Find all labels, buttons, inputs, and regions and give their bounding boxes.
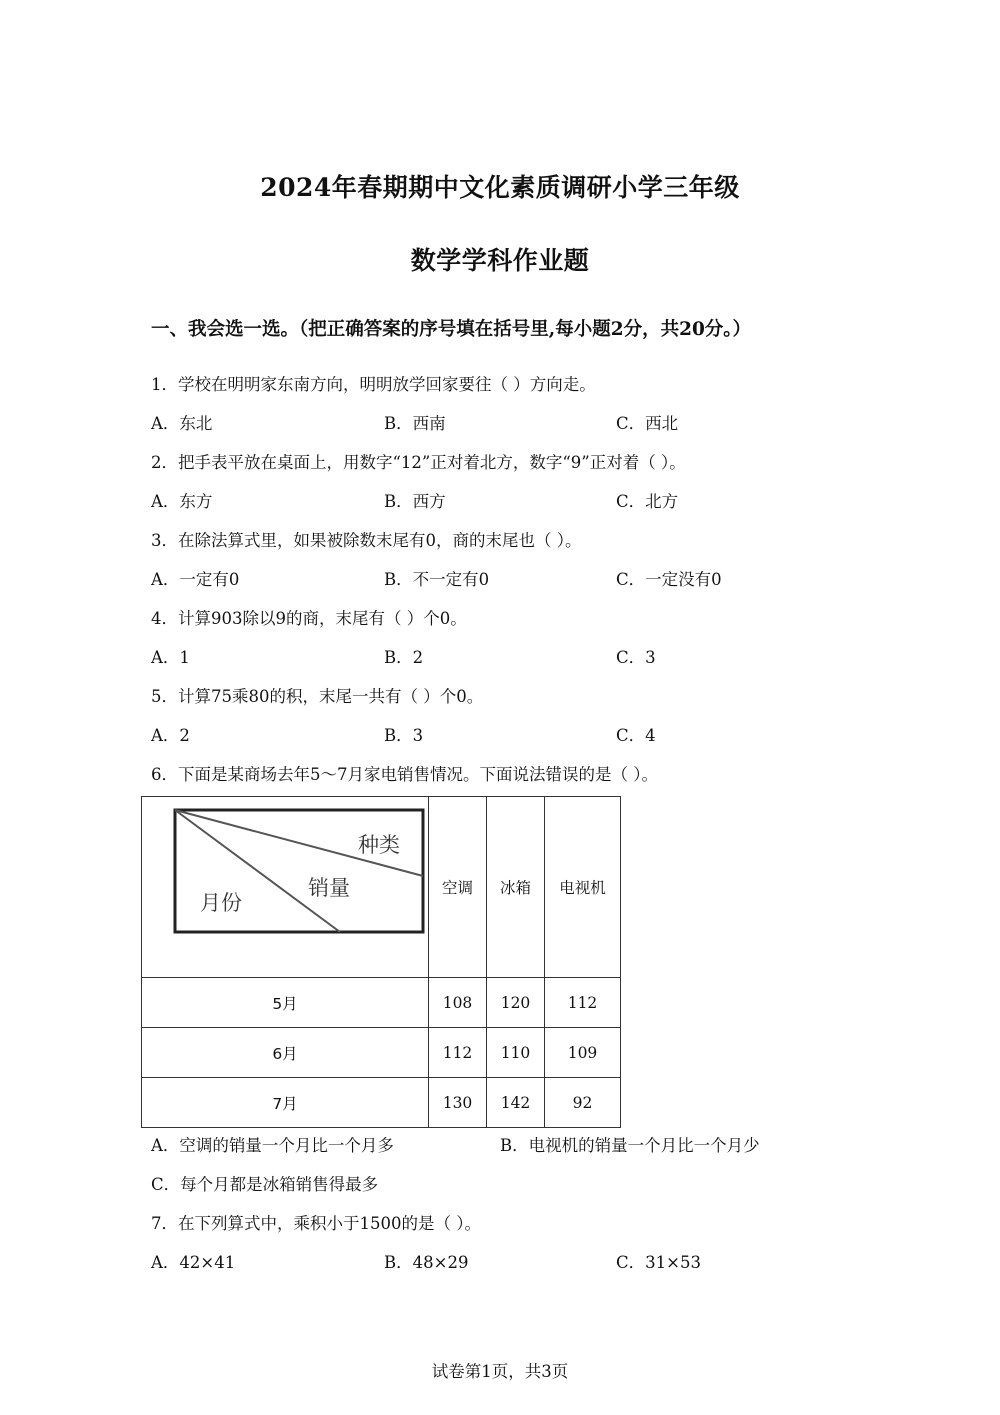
q6-option-c: C．每个月都是冰箱销售得最多 — [151, 1175, 379, 1194]
row-month: 5月 — [142, 978, 429, 1028]
header-air-conditioner: 空调 — [429, 797, 487, 978]
q5-option-b: B．3 — [384, 726, 424, 745]
header-refrigerator: 冰箱 — [487, 797, 545, 978]
q3-option-a: A．一定有0 — [151, 570, 240, 589]
cell-value: 142 — [487, 1078, 545, 1128]
table-row — [142, 1028, 621, 1078]
page-subtitle: 数学学科作业题 — [410, 246, 590, 275]
cell-value: 92 — [545, 1078, 621, 1128]
q7-option-c: C．31×53 — [616, 1253, 701, 1272]
q2-option-c: C．北方 — [616, 492, 679, 511]
question-1: 1．学校在明明家东南方向，明明放学回家要往（ ）方向走。 — [151, 375, 596, 394]
diagonal-header-cell — [142, 797, 429, 978]
q5-option-a: A．2 — [151, 726, 190, 745]
cell-value: 108 — [429, 978, 487, 1028]
q7-option-a: A．42×41 — [151, 1253, 236, 1272]
question-7: 7．在下列算式中，乘积小于1500的是（ ）。 — [151, 1214, 481, 1233]
q4-option-b: B．2 — [384, 648, 424, 667]
label-sales: 销量 — [308, 876, 350, 900]
table-row — [142, 1078, 621, 1128]
row-month: 7月 — [142, 1078, 429, 1128]
q1-option-b: B．西南 — [384, 414, 446, 433]
diagonal-header-drawing — [142, 797, 428, 977]
question-4: 4．计算903除以9的商，末尾有（ ）个0。 — [151, 609, 467, 628]
q6-option-a: A．空调的销量一个月比一个月多 — [151, 1136, 394, 1155]
question-2: 2．把手表平放在桌面上，用数字“12”正对着北方，数字“9”正对着（ ）。 — [151, 453, 686, 472]
question-3: 3．在除法算式里，如果被除数末尾有0，商的末尾也（ ）。 — [151, 531, 582, 550]
cell-value: 112 — [429, 1028, 487, 1078]
sales-table — [141, 796, 621, 1128]
row-month: 6月 — [142, 1028, 429, 1078]
q6-option-b: B．电视机的销量一个月比一个月少 — [500, 1136, 760, 1155]
q4-option-a: A．1 — [151, 648, 190, 667]
q3-option-c: C．一定没有0 — [616, 570, 722, 589]
label-category: 种类 — [358, 833, 400, 857]
cell-value: 110 — [487, 1028, 545, 1078]
cell-value: 130 — [429, 1078, 487, 1128]
question-5: 5．计算75乘80的积，末尾一共有（ ）个0。 — [151, 687, 484, 706]
page-footer: 试卷第1页，共3页 — [431, 1362, 569, 1381]
question-6: 6．下面是某商场去年5～7月家电销售情况。下面说法错误的是（ ）。 — [151, 765, 658, 784]
page-title: 2024年春期期中文化素质调研小学三年级 — [260, 173, 740, 202]
cell-value: 109 — [545, 1028, 621, 1078]
q5-option-c: C．4 — [616, 726, 656, 745]
q2-option-a: A．东方 — [151, 492, 213, 511]
section-heading: 一、我会选一选。（把正确答案的序号填在括号里,每小题2分，共20分。） — [151, 319, 752, 340]
q7-option-b: B．48×29 — [384, 1253, 469, 1272]
table-row — [142, 978, 621, 1028]
q2-option-b: B．西方 — [384, 492, 446, 511]
label-month: 月份 — [200, 891, 242, 915]
cell-value: 120 — [487, 978, 545, 1028]
q3-option-b: B．不一定有0 — [384, 570, 490, 589]
q4-option-c: C．3 — [616, 648, 656, 667]
q1-option-c: C．西北 — [616, 414, 679, 433]
cell-value: 112 — [545, 978, 621, 1028]
header-television: 电视机 — [545, 797, 621, 978]
q1-option-a: A．东北 — [151, 414, 213, 433]
